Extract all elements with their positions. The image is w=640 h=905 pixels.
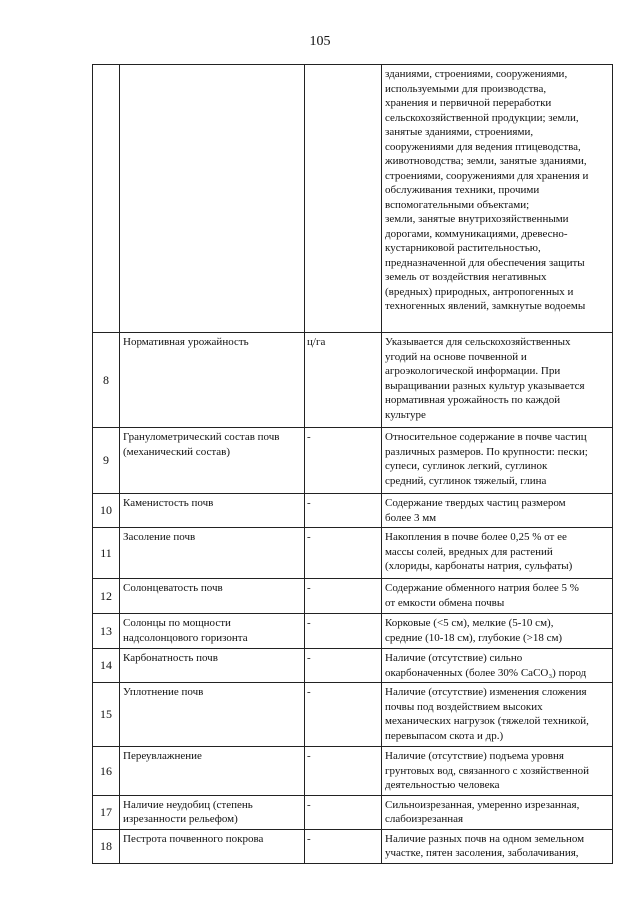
row-number: 16 [93, 747, 120, 796]
table-row [93, 795, 613, 829]
indicator-name: Гранулометрический состав почв (механический состав) [120, 428, 305, 494]
row-number: 14 [93, 649, 120, 683]
description-cell: Наличие разных почв на одном земельном участке, пятен засоления, заболачивания, [382, 829, 613, 863]
row-number: 17 [93, 795, 120, 829]
indicator-name: Солонцеватость почв [120, 579, 305, 614]
soil-attributes-table [92, 64, 613, 864]
description-cell: Наличие (отсутствие) подъема уровня грунтовых вод, связанного с хозяйственной деятельностью человека [382, 747, 613, 796]
unit-cell: - [305, 528, 382, 579]
description-cell: Содержание твердых частиц размером более 3 мм [382, 494, 613, 528]
page-number: 105 [309, 34, 331, 49]
description-cell: Содержание обменного натрия более 5 % от емкости обмена почвы [382, 579, 613, 614]
description-cell: Накопления в почве более 0,25 % от ее массы солей, вредных для растений (хлориды, карбонаты натрия, сульфаты) [382, 528, 613, 579]
indicator-name: Каменистость почв [120, 494, 305, 528]
indicator-name: Засоление почв [120, 528, 305, 579]
unit-cell: - [305, 747, 382, 796]
table-row [93, 528, 613, 579]
unit-cell: - [305, 614, 382, 649]
indicator-name: Нормативная урожайность [120, 333, 305, 428]
row-number: 18 [93, 829, 120, 863]
table-row [93, 683, 613, 747]
indicator-name: Карбонатность почв [120, 649, 305, 683]
unit-cell: - [305, 683, 382, 747]
unit-cell: - [305, 428, 382, 494]
indicator-name: Наличие неудобиц (степень изрезанности рельефом) [120, 795, 305, 829]
row-number: 11 [93, 528, 120, 579]
row-number: 13 [93, 614, 120, 649]
table-row [93, 333, 613, 428]
row-number: 12 [93, 579, 120, 614]
description-cell: Наличие (отсутствие) изменения сложения почвы под воздействием высоких механических нагрузок (тяжелой техникой, перевыпасом скота и др.) [382, 683, 613, 747]
table-row [93, 649, 613, 683]
unit-cell: ц/га [305, 333, 382, 428]
table-row [93, 829, 613, 863]
table-row [93, 747, 613, 796]
unit-cell: - [305, 829, 382, 863]
unit-cell [305, 65, 382, 333]
row-number: 10 [93, 494, 120, 528]
indicator-name: Уплотнение почв [120, 683, 305, 747]
table-row [93, 579, 613, 614]
row-number: 15 [93, 683, 120, 747]
description-cell: Наличие (отсутствие) сильно окарбоначенных (более 30% CaCO₃) пород [382, 649, 613, 683]
indicator-name: Переувлажнение [120, 747, 305, 796]
indicator-name: Солонцы по мощности надсолонцового горизонта [120, 614, 305, 649]
unit-cell: - [305, 494, 382, 528]
indicator-name [120, 65, 305, 333]
description-cell: Корковые (<5 см), мелкие (5-10 см), средние (10-18 см), глубокие (>18 см) [382, 614, 613, 649]
description-cell: Указывается для сельскохозяйственных угодий на основе почвенной и агроэкологической информации. При выращивании разных культур указывается нормативная урожайность по каждой культуре [382, 333, 613, 428]
row-number [93, 65, 120, 333]
unit-cell: - [305, 649, 382, 683]
unit-cell: - [305, 579, 382, 614]
table-row [93, 494, 613, 528]
table-row [93, 614, 613, 649]
description-cell: Относительное содержание в почве частиц различных размеров. По крупности: пески; супеси, суглинок легкий, суглинок средний, суглинок тяжелый, глина [382, 428, 613, 494]
description-cell: зданиями, строениями, сооружениями, используемыми для производства, хранения и первичной переработки сельскохозяйственной продукции; земли, занятые зданиями, строениями, сооружениями для ведения птицеводства, животноводства; земли, занятые зданиями, строениями, сооружениями для хранения и обслуживания техники, прочими вспомогательными объектами; земли, занятые внутрихозяйственными дорогами, коммуникациями, древесно- кустарниковой растительностью, предназначенной для обеспечения защиты земель от воздействия негативных (вредных) природных, антропогенных и техногенных явлений, замкнутые водоемы [382, 65, 613, 333]
unit-cell: - [305, 795, 382, 829]
indicator-name: Пестрота почвенного покрова [120, 829, 305, 863]
row-number: 8 [93, 333, 120, 428]
table-row [93, 65, 613, 333]
description-cell: Сильноизрезанная, умеренно изрезанная, слабоизрезанная [382, 795, 613, 829]
table-row [93, 428, 613, 494]
row-number: 9 [93, 428, 120, 494]
